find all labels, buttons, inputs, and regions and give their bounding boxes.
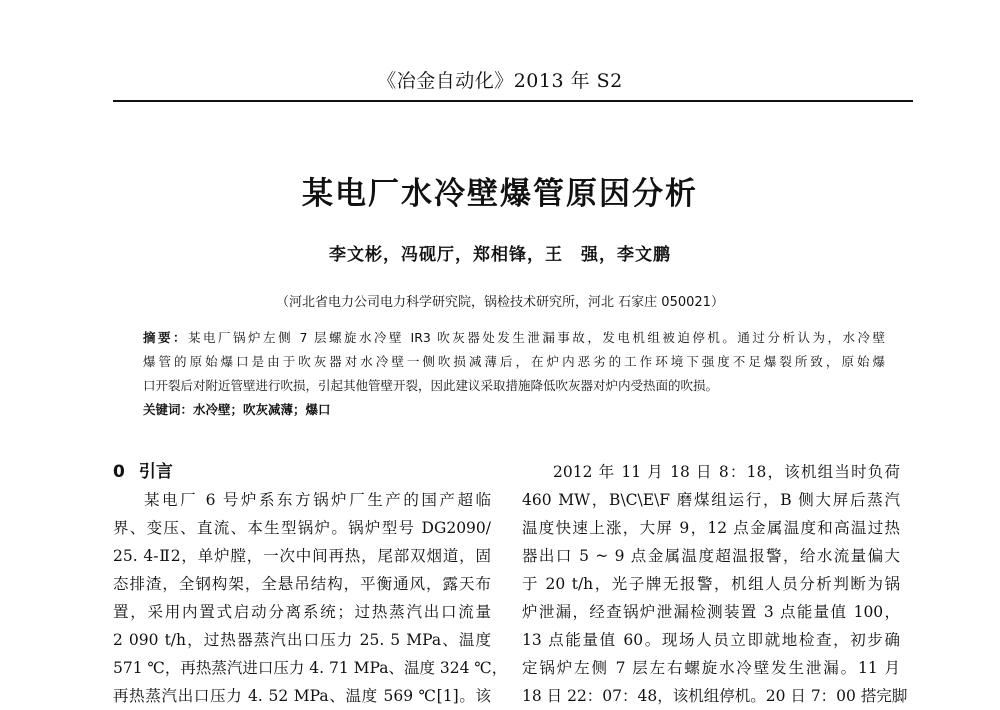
journal-header: 《冶金自动化》2013 年 S2: [377, 70, 623, 92]
paper-affiliation: （河北省电力公司电力科学研究院，锅检技术研究所，河北 石家庄 050021）: [276, 295, 724, 310]
left-column: [113, 458, 508, 710]
body-line: 再热蒸汽出口压力 4. 52 MPa、温度 569 ℃[1]。该: [113, 687, 491, 705]
keywords-label: 关键词：: [143, 402, 194, 417]
abstract: [143, 326, 885, 398]
body-line: 于 20 t/h，光子牌无报警，机组人员分析判断为锅: [522, 575, 900, 593]
paper-authors: 李文彬，冯砚厅，郑相锋，王 强，李文鹏: [329, 245, 671, 265]
body-line: 2012 年 11 月 18 日 8：18，该机组当时负荷: [553, 463, 900, 481]
body-line: 定锅炉左侧 7 层左右螺旋水冷壁发生泄漏。11 月: [522, 659, 900, 677]
abstract-line: [143, 326, 885, 350]
section-heading: [113, 458, 491, 486]
abstract-text: 某电厂锅炉左侧 7 层螺旋水冷壁 IR3 吹灰器处发生泄漏事故，发电机组被迫停机。通过分析认为，水冷壁: [188, 330, 885, 345]
body-line: 25. 4-Ⅱ2，单炉膛，一次中间再热，尾部双烟道，固: [113, 547, 491, 565]
paper-title: 某电厂水冷壁爆管原因分析: [302, 176, 698, 212]
body-line: 置，采用内置式启动分离系统；过热蒸汽出口流量: [113, 603, 491, 621]
abstract-line: 爆管的原始爆口是由于吹灰器对水冷壁一侧吹损减薄后，在炉内恶劣的工作环境下强度不足爆裂所致，原始爆: [143, 354, 885, 369]
body-line: 炉泄漏，经查锅炉泄漏检测装置 3 点能量值 100，: [522, 603, 900, 621]
body-line: 571 ℃，再热蒸汽进口压力 4. 71 MPa、温度 324 ℃，: [113, 659, 508, 677]
keywords-text: 水冷壁；吹灰减薄；爆口: [193, 402, 331, 417]
body-line: 460 MW，B\C\E\F 磨煤组运行，B 侧大屏后蒸汽: [522, 491, 900, 509]
body-line: 2 090 t/h，过热器蒸汽出口压力 25. 5 MPa、温度: [113, 631, 491, 649]
body-line: 器出口 5 ~ 9 点金属温度超温报警，给水流量偏大: [522, 547, 900, 565]
body-line: 18 日 22：07：48，该机组停机。20 日 7：00 搭完脚: [522, 687, 908, 705]
abstract-line: 口开裂后对附近管壁进行吹损，引起其他管壁开裂，因此建议采取措施降低吹灰器对炉内受热面的吹损。: [143, 378, 719, 393]
body-line: 13 点能量值 60。现场人员立即就地检查，初步确: [522, 631, 900, 649]
section-title: 引言: [138, 462, 173, 482]
body-line: 某电厂 6 号炉系东方锅炉厂生产的国产超临: [144, 491, 491, 509]
section-number: 0: [113, 462, 125, 482]
abstract-label: 摘要：: [143, 330, 189, 345]
body-line: 态排渣，全钢构架，全悬吊结构，平衡通风，露天布: [113, 575, 491, 593]
header-rule: [113, 100, 913, 102]
body-line: 界、变压、直流、本生型锅炉。锅炉型号 DG2090/: [113, 519, 491, 537]
keywords: [143, 400, 885, 418]
right-column: [522, 458, 908, 710]
body-line: 温度快速上涨，大屏 9，12 点金属温度和高温过热: [522, 519, 900, 537]
